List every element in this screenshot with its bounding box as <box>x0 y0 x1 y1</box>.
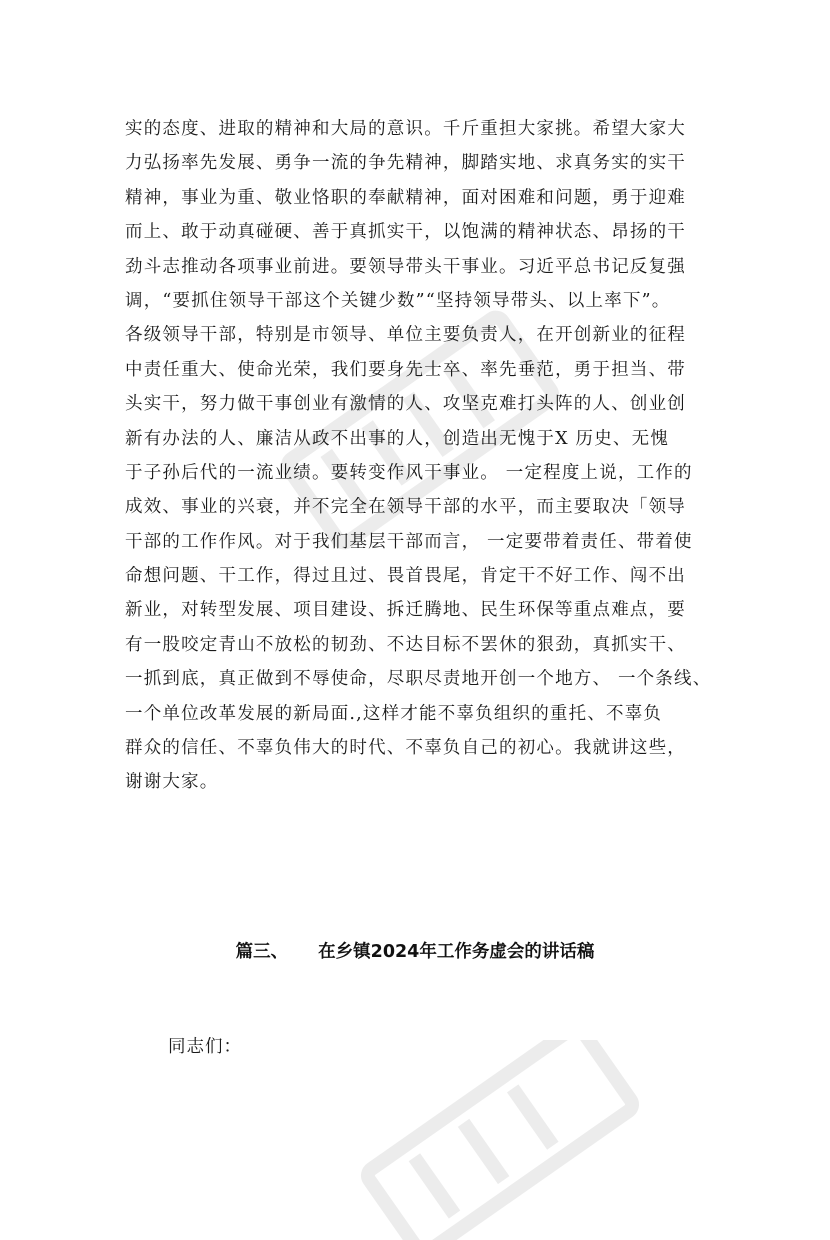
text-line: 谢谢大家。 <box>125 772 219 793</box>
text-line: 中责任重大、使命光荣，我们要身先士卒、率先垂范，勇于担当、带 <box>125 359 686 380</box>
text-line: 精神，事业为重、敬业恪职的奉献精神，面对困难和问题，勇于迎难 <box>125 187 686 208</box>
text-line: 而上、敢于动真碰硬、善于真抓实干，以饱满的精神状态、昂扬的干 <box>125 222 686 243</box>
text-line: 调，“要抓住领导干部这个关键少数”“坚持领导带头、以上率下”。 <box>125 290 671 311</box>
speech-body-text <box>125 112 725 800</box>
text-line: 劲斗志推动各项事业前进。要领导带头干事业。习近平总书记反复强 <box>125 256 686 277</box>
text-line: 实的态度、进取的精神和大局的意识。千斤重担大家挑。希望大家大 <box>125 119 686 139</box>
text-line: 新有办法的人、廉洁从政不出事的人，创造出无愧于X 历史、无愧 <box>125 428 670 449</box>
watermark-stamp-icon <box>330 1040 670 1240</box>
text-line: 一抓到底，真正做到不辱使命，尽职尽责地开创一个地方、 一个条线、 <box>125 669 712 690</box>
section-heading <box>0 938 830 963</box>
text-line: 力弘扬率先发展、勇争一流的争先精神，脚踏实地、求真务实的实干 <box>125 153 686 174</box>
text-line: 于子孙后代的一流业绩。要转变作风干事业。 一定程度上说，工作的 <box>125 462 693 483</box>
salutation: 同志们： <box>168 1037 242 1057</box>
text-line: 干部的工作作风。对于我们基层干部而言， 一定要带着责任、带着使 <box>125 531 693 552</box>
text-line: 成效、事业的兴衰，并不完全在领导干部的水平，而主要取决「领导 <box>125 497 686 518</box>
section-title: 在乡镇2024年工作务虚会的讲话稿 <box>318 942 595 962</box>
text-line: 群众的信任、不辜负伟大的时代、不辜负自己的初心。我就讲这些， <box>125 738 686 759</box>
text-line: 命想问题、干工作，得过且过、畏首畏尾，肯定干不好工作、闯不出 <box>125 566 686 587</box>
text-line: 一个单位改革发展的新局面.,这样才能不辜负组织的重托、不辜负 <box>125 703 663 724</box>
text-line: 头实干，努力做干事创业有激情的人、攻坚克难打头阵的人、创业创 <box>125 394 686 415</box>
text-line: 新业，对转型发展、项目建设、拆迁腾地、民生环保等重点难点，要 <box>125 600 686 621</box>
section-number: 篇三、 <box>235 942 289 962</box>
text-line: 有一股咬定青山不放松的韧劲、不达目标不罢休的狠劲，真抓实干、 <box>125 634 686 655</box>
text-line: 各级领导干部，特别是市领导、单位主要负责人，在开创新业的征程 <box>125 325 686 346</box>
